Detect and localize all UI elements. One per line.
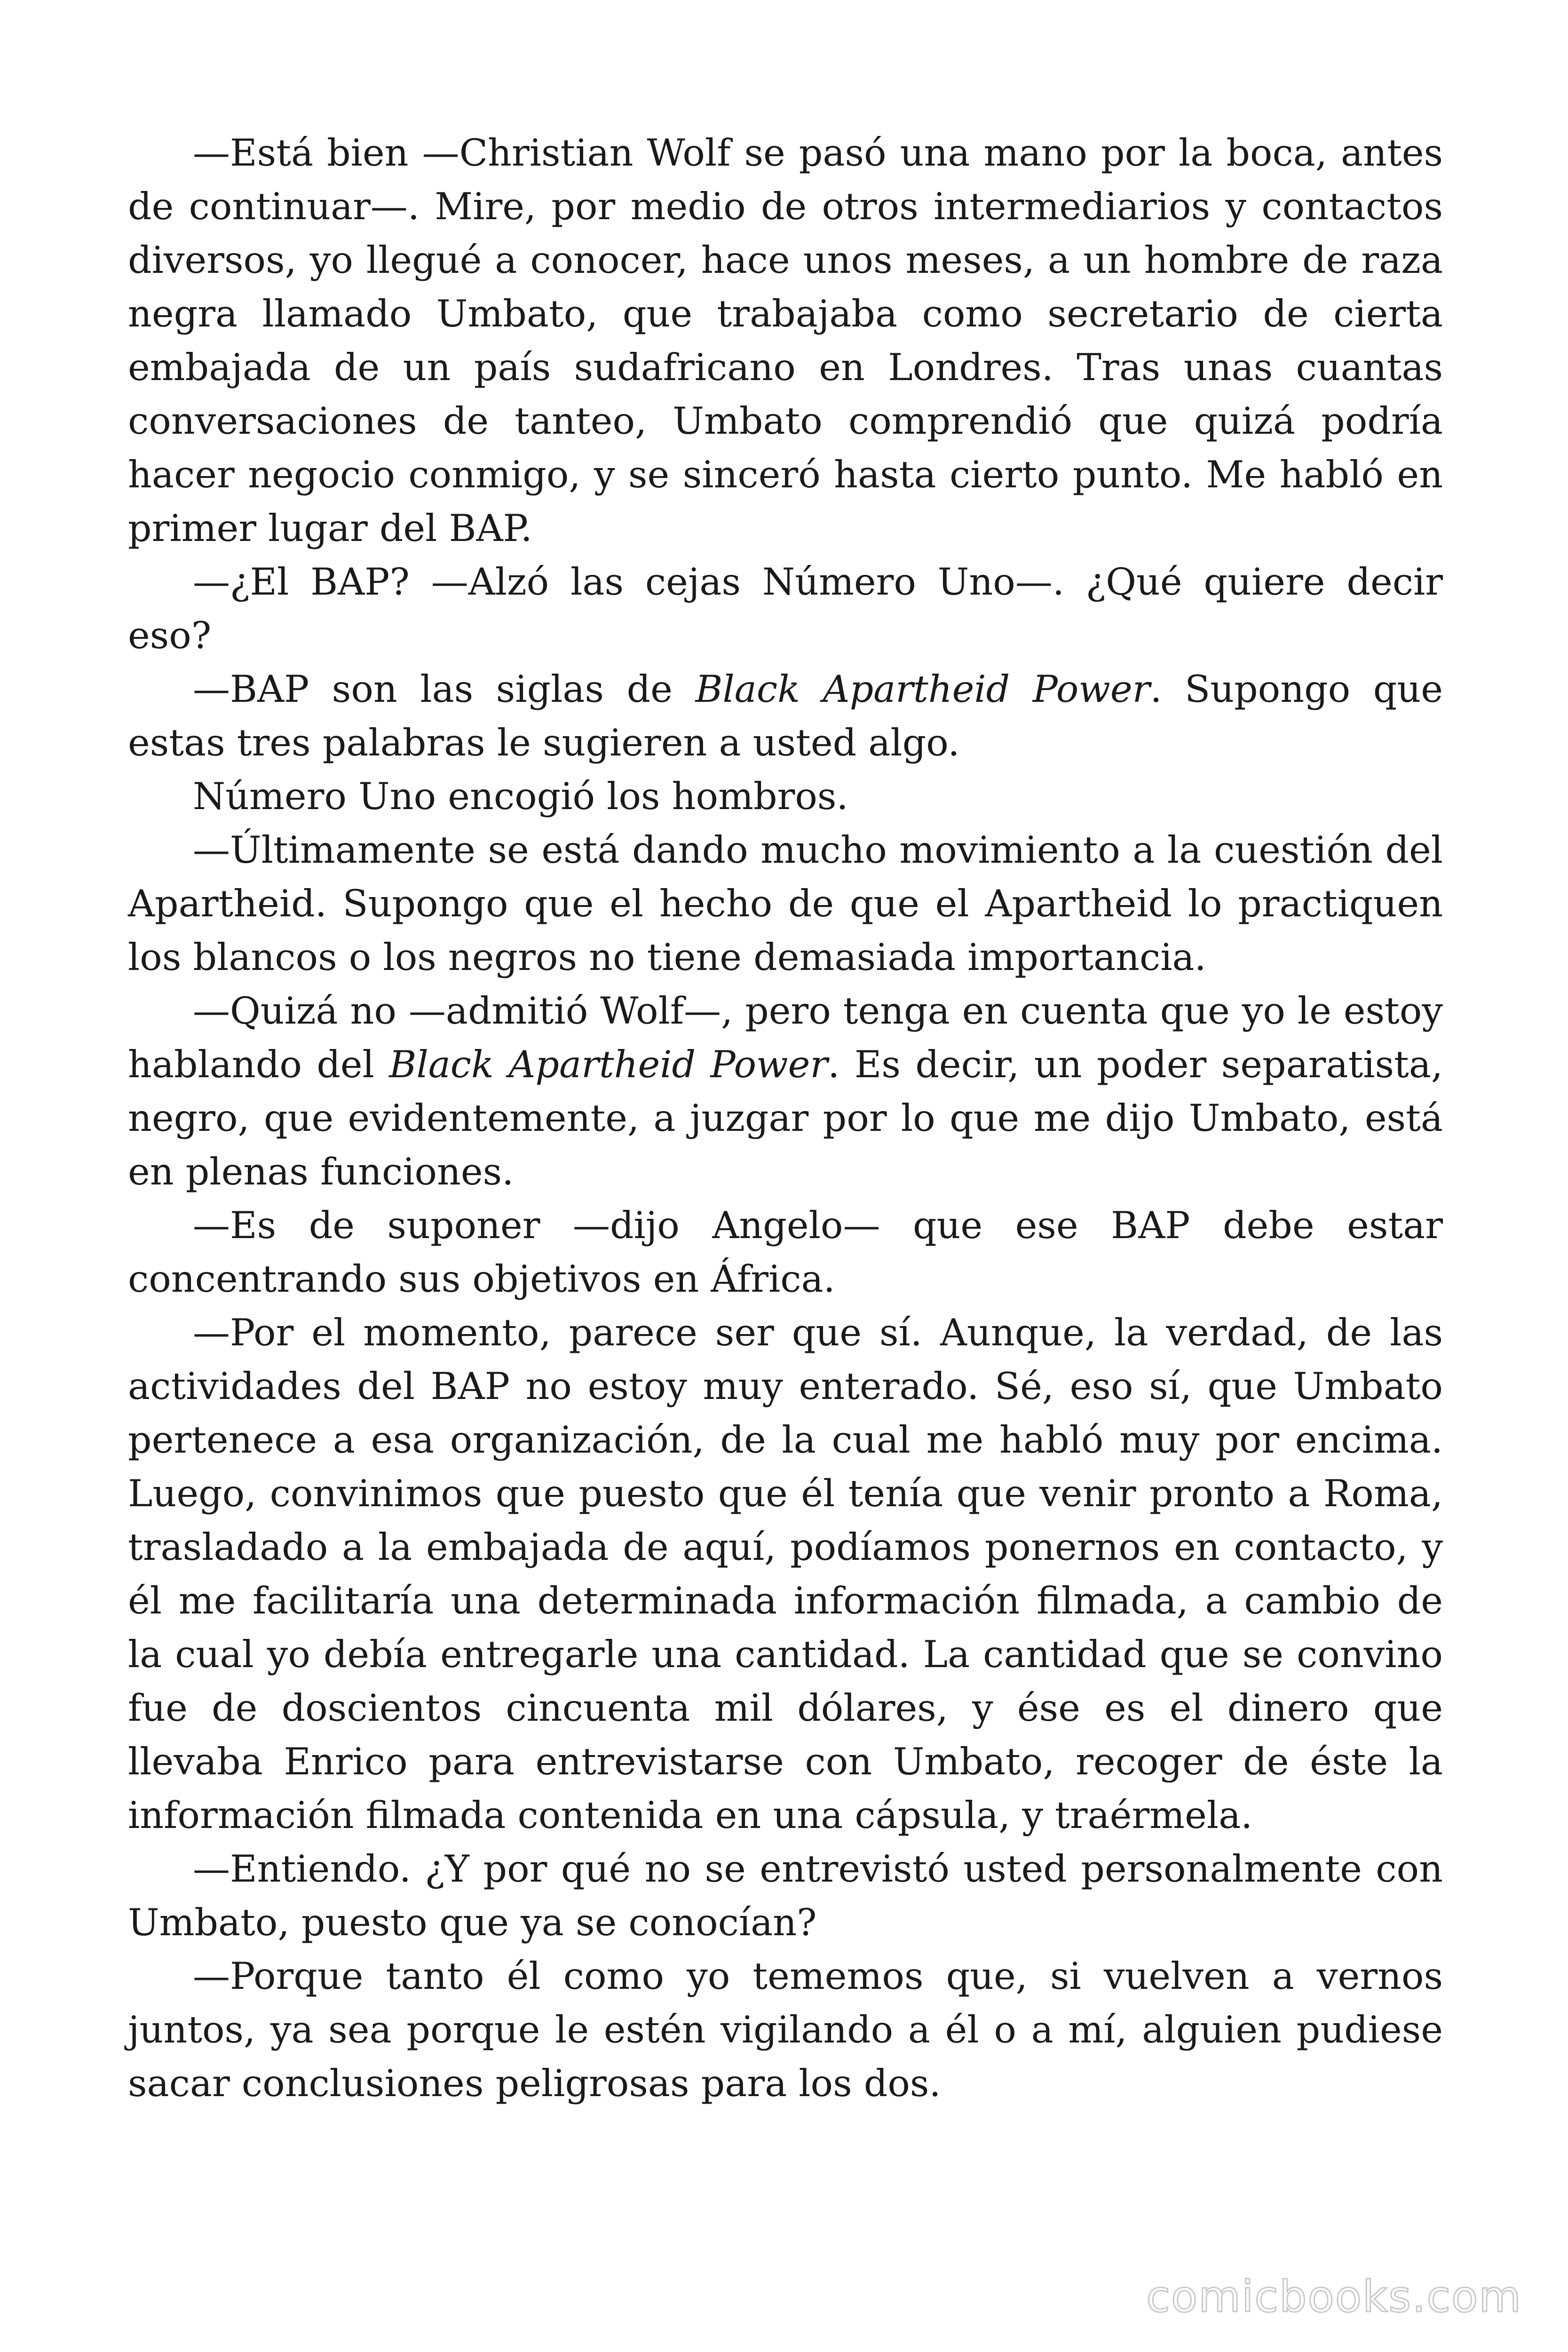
text-run: . Es decir, un poder separatista, negro, que evidentemente, a juzgar por lo que me dijo Umbato, está en plenas funciones. (128, 1043, 1443, 1193)
paragraph (128, 662, 1443, 770)
paragraph (128, 1842, 1443, 1949)
text-run: —Por el momento, parece ser que sí. Aunque, la verdad, de las actividades del BAP no estoy muy enterado. Sé, eso sí, que Umbato pertenece a esa organización, de la cual me habló muy por encima. Luego, convinimos que puesto que él tenía que venir pronto a Roma, trasladado a la embajada de aquí, podíamos ponernos en contacto, y él me facilitaría una determinada información filmada, a cambio de la cual yo debía entregarle una cantidad. La cantidad que se convino fue de doscientos cincuenta mil dólares, y ése es el dinero que llevaba Enrico para entrevistarse con Umbato, recoger de éste la información filmada contenida en una cápsula, y traérmela. (128, 1311, 1443, 1837)
text-run: . Supongo que estas tres palabras le sugieren a usted algo. (128, 667, 1443, 764)
text-run: —Últimamente se está dando mucho movimiento a la cuestión del Apartheid. Supongo que el hecho de que el Apartheid lo practiquen los blancos o los negros no tiene demasiada importancia. (128, 828, 1443, 979)
paragraph (128, 1949, 1443, 2110)
text-run: —Es de suponer —dijo Angelo— que ese BAP debe estar concentrando sus objetivos en África. (128, 1204, 1443, 1301)
text-run: —Entiendo. ¿Y por qué no se entrevistó usted personalmente con Umbato, puesto que ya se conocían? (128, 1847, 1443, 1944)
text-run: —Porque tanto él como yo tememos que, si vuelven a vernos juntos, ya sea porque le estén vigilando a él o a mí, alguien pudiese sacar conclusiones peligrosas para los dos. (128, 1955, 1443, 2105)
paragraph (128, 126, 1443, 555)
text-run: —Está bien —Christian Wolf se pasó una mano por la boca, antes de continuar—. Mire, por medio de otros intermediarios y contactos diversos, yo llegué a conocer, hace unos meses, a un hombre de raza negra llamado Umbato, que trabajaba como secretario de cierta embajada de un país sudafricano en Londres. Tras unas cuantas conversaciones de tanteo, Umbato comprendió que quizá podría hacer negocio conmigo, y se sinceró hasta cierto punto. Me habló en primer lugar del BAP. (128, 131, 1443, 550)
italic-text-run: Black Apartheid Power (389, 1043, 828, 1086)
watermark: comicbooks.com (1146, 2272, 1522, 2322)
paragraph (128, 1306, 1443, 1842)
text-run: —BAP son las siglas de (193, 667, 696, 711)
text-run: —Quizá no —admitió Wolf—, pero tenga en cuenta que yo le estoy hablando del (128, 989, 1443, 1086)
paragraph (128, 555, 1443, 662)
italic-text-run: Black Apartheid Power (695, 667, 1150, 711)
paragraph (128, 984, 1443, 1199)
page-text (128, 126, 1443, 2110)
text-run: Número Uno encogió los hombros. (193, 775, 848, 818)
text-run: —¿El BAP? —Alzó las cejas Número Uno—. ¿Qué quiere decir eso? (128, 560, 1443, 657)
paragraph (128, 823, 1443, 984)
paragraph (128, 770, 1443, 823)
paragraph (128, 1199, 1443, 1306)
